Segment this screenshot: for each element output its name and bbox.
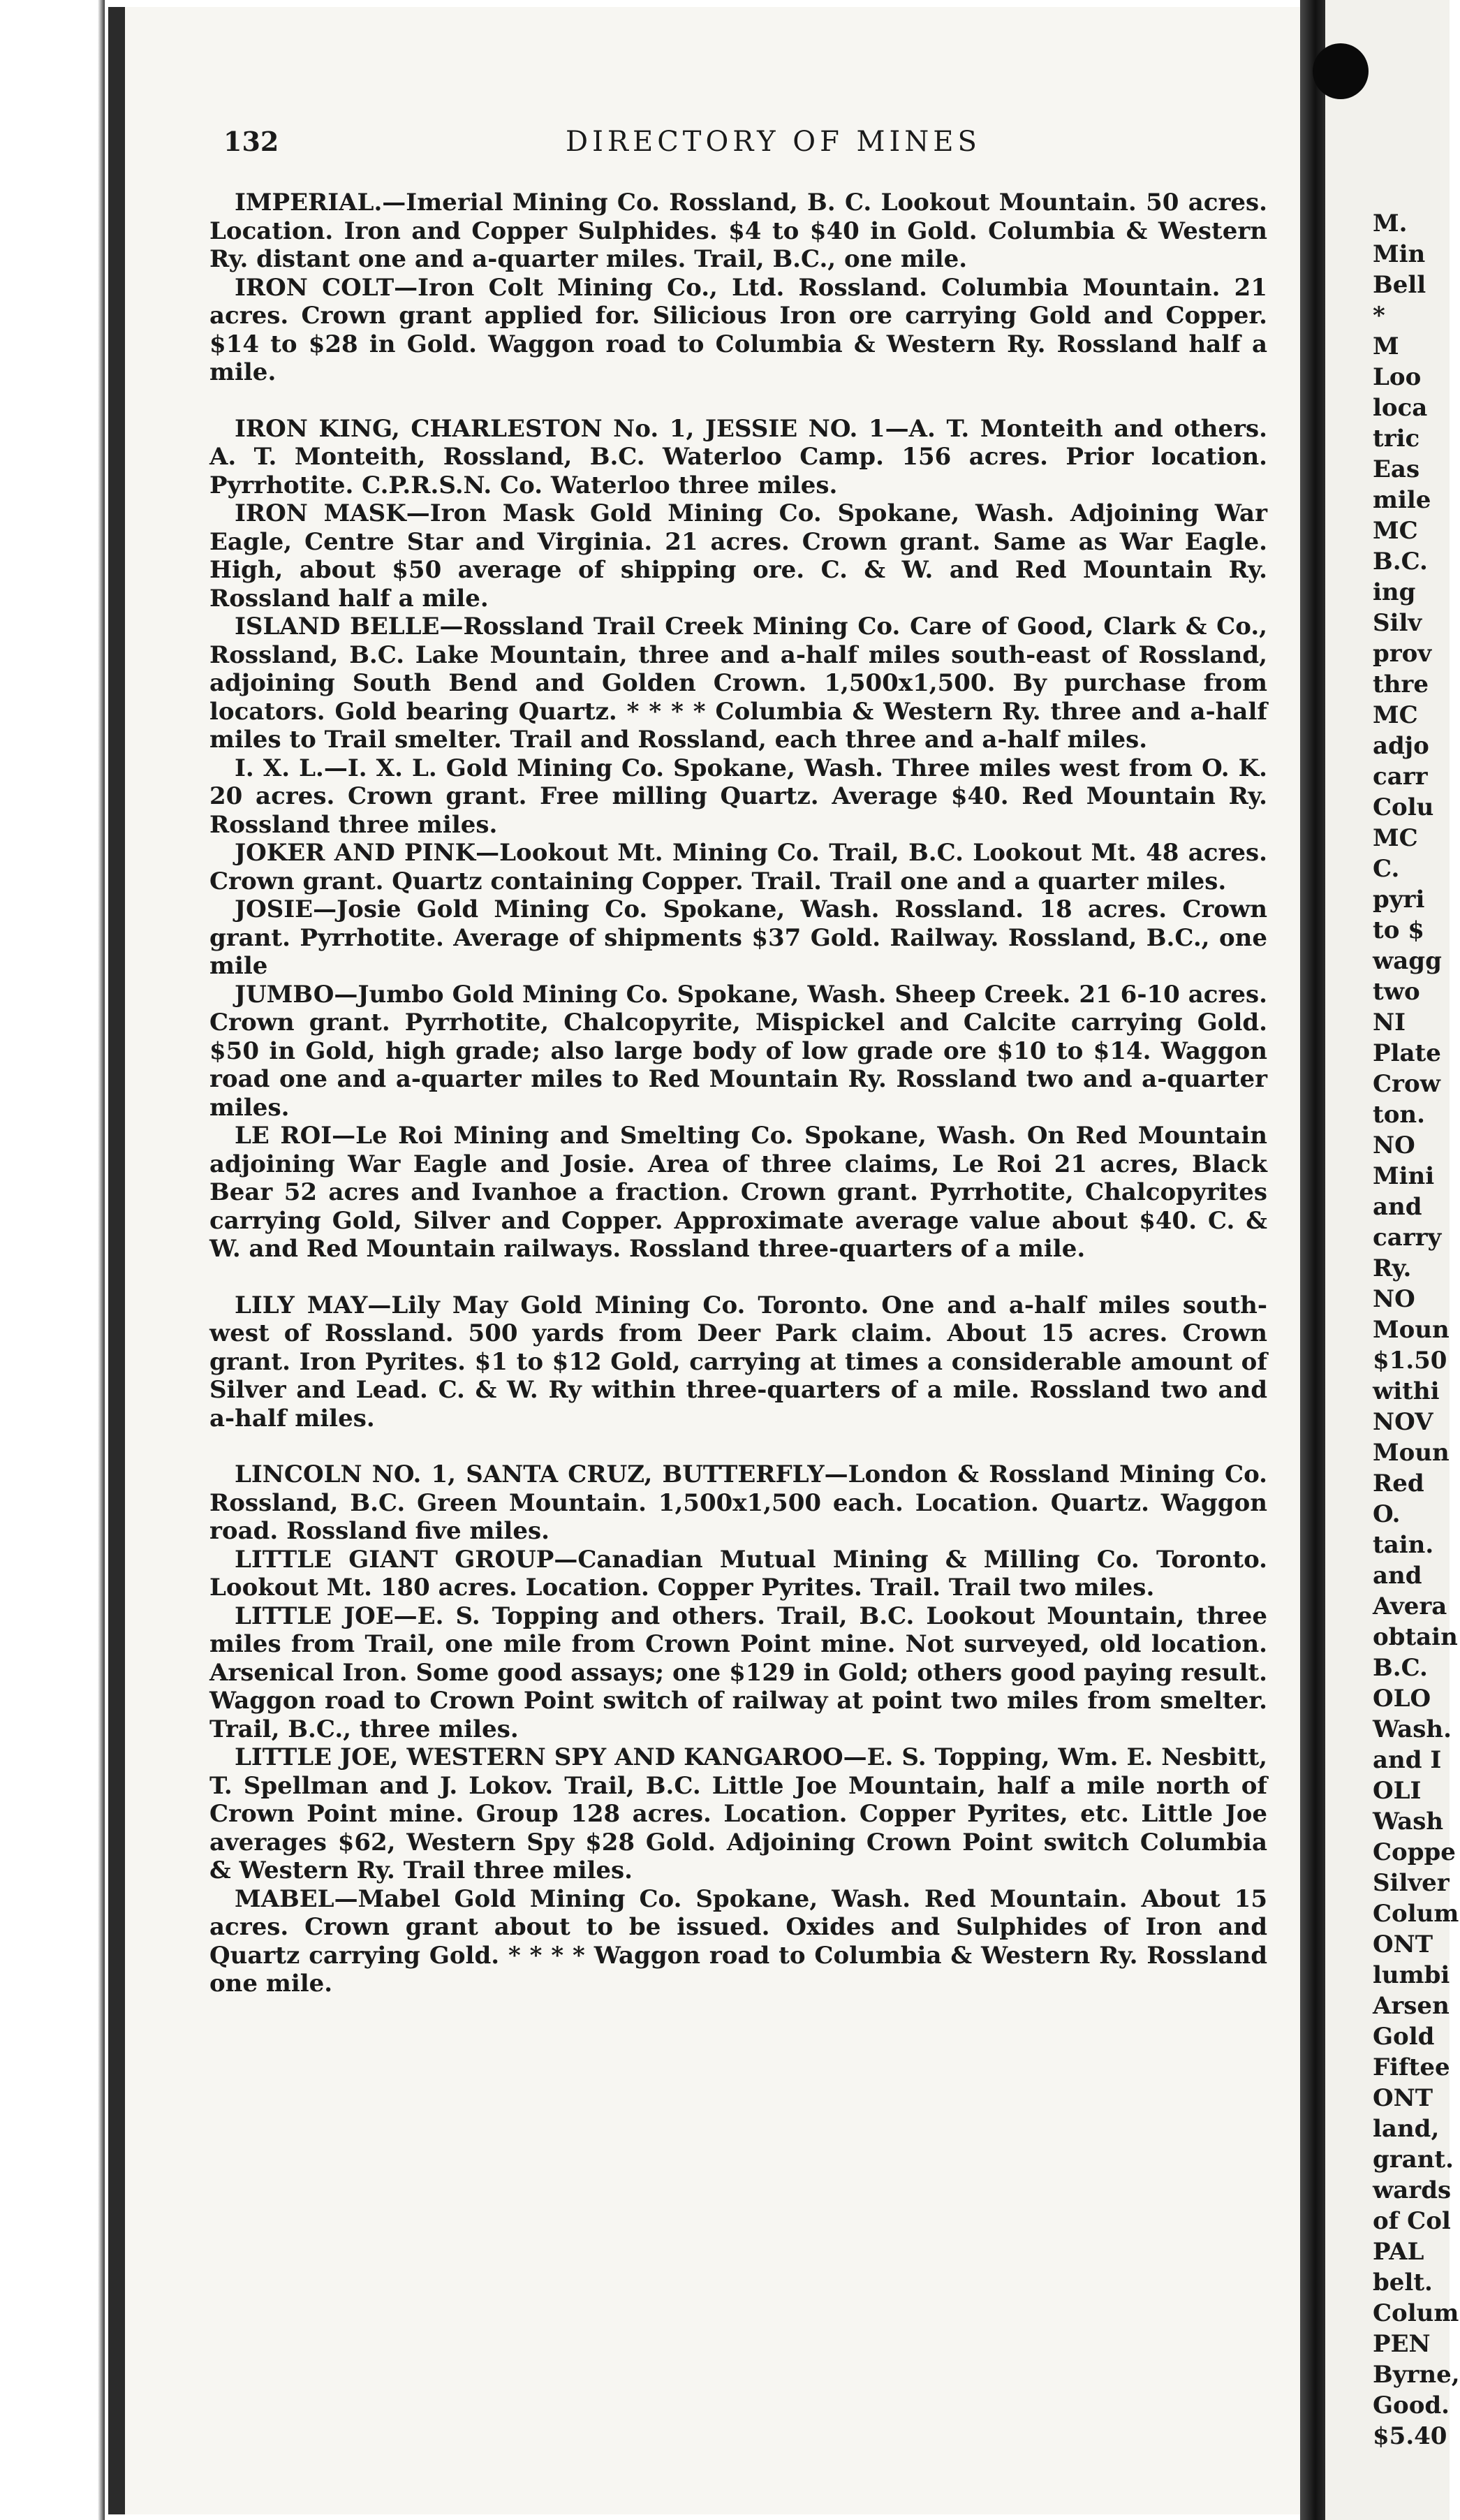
next-page-fragment: Min bbox=[1373, 240, 1426, 268]
next-page-fragment: Wash bbox=[1373, 1808, 1444, 1836]
next-page-fragment: and bbox=[1373, 1562, 1422, 1590]
running-title: DIRECTORY OF MINES bbox=[566, 126, 981, 158]
next-page-fragment: grant. bbox=[1373, 2146, 1454, 2174]
next-page-fragment: B.C. bbox=[1373, 548, 1428, 576]
next-page-fragment: Good. bbox=[1373, 2391, 1450, 2419]
next-page-fragment: Eas bbox=[1373, 455, 1420, 483]
mine-entry: I. X. L.—I. X. L. Gold Mining Co. Spokane, Wash. Three miles west from O. K. 20 acres. Crown grant. Free milling Quartz. Average $40. Red Mountain Ry. Rossland three miles. bbox=[209, 754, 1267, 839]
next-page-fragment: M. bbox=[1373, 210, 1408, 237]
mine-entry: ISLAND BELLE—Rossland Trail Creek Mining Co. Care of Good, Clark & Co., Rossland, B.C. Lake Mountain, three and a-half miles south-east of Rossland, adjoining South Bend and Golden Crown. 1,500x1,500. By purchase from locators. Gold bearing Quartz. * * * * Columbia & Western Ry. three and a-half miles to Trail smelter. Trail and Rossland, each three and a-half miles. bbox=[209, 613, 1267, 754]
next-page-fragment: pyri bbox=[1373, 886, 1425, 914]
next-page-fragment: loca bbox=[1373, 394, 1428, 422]
next-page-fragment: Silver bbox=[1373, 1869, 1450, 1897]
next-page-fragment: Crow bbox=[1373, 1070, 1440, 1098]
next-page-fragment: Silv bbox=[1373, 609, 1422, 637]
next-page-fragment: OLO bbox=[1373, 1685, 1431, 1713]
mine-entry: IRON MASK—Iron Mask Gold Mining Co. Spokane, Wash. Adjoining War Eagle, Centre Star and Virginia. 21 acres. Crown grant. Same as War Eagle. High, about $50 average of shipping ore. C. & W. and Red Mountain Ry. Rossland half a mile. bbox=[209, 499, 1267, 613]
mine-entry: JUMBO—Jumbo Gold Mining Co. Spokane, Wash. Sheep Creek. 21 6-10 acres. Crown grant. Pyrrhotite, Chalcopyrite, Mispickel and Calcite carrying Gold. $50 in Gold, high grade; also large body of low grade ore $10 to $14. Waggon road one and a-quarter miles to Red Mountain Ry. Rossland two and a-quarter miles. bbox=[209, 980, 1267, 1122]
directory-entries bbox=[209, 189, 1267, 1998]
next-page-fragment: Loo bbox=[1373, 363, 1422, 391]
next-page-fragment: MC bbox=[1373, 517, 1418, 545]
next-page-fragment: Avera bbox=[1373, 1592, 1447, 1620]
next-page-fragment: PEN bbox=[1373, 2330, 1431, 2358]
next-page-fragment: B.C. bbox=[1373, 1654, 1428, 1682]
mine-entry: LITTLE JOE, WESTERN SPY AND KANGAROO—E. S. Topping, Wm. E. Nesbitt, T. Spellman and J. Lokov. Trail, B.C. Little Joe Mountain, half a mile north of Crown Point mine. Group 128 acres. Location. Copper Pyrites, etc. Little Joe averages $62, Western Spy $28 Gold. Adjoining Crown Point switch Columbia & Western Ry. Trail three miles. bbox=[209, 1743, 1267, 1884]
next-page-fragment: Ry. bbox=[1373, 1254, 1412, 1282]
next-page-fragment: PAL bbox=[1373, 2238, 1424, 2266]
mine-entry: LITTLE JOE—E. S. Topping and others. Trail, B.C. Lookout Mountain, three miles from Trail, one mile from Crown Point mine. Not surveyed, old location. Arsenical Iron. Some good assays; one $129 in Gold; others good paying result. Waggon road to Crown Point switch of railway at point two miles from smelter. Trail, B.C., three miles. bbox=[209, 1602, 1267, 1743]
mine-entry: MABEL—Mabel Gold Mining Co. Spokane, Wash. Red Mountain. About 15 acres. Crown grant about to be issued. Oxides and Sulphides of Iron and Quartz carrying Gold. * * * * Waggon road to Columbia & Western Ry. Rossland one mile. bbox=[209, 1884, 1267, 1998]
book-gutter bbox=[1300, 0, 1325, 2520]
next-page-fragment: Colu bbox=[1373, 793, 1434, 821]
next-page-fragment: mile bbox=[1373, 486, 1431, 514]
next-page-fragment: wards bbox=[1373, 2176, 1452, 2204]
binding-hole bbox=[1313, 43, 1369, 99]
next-page-fragment: Colum bbox=[1373, 1900, 1459, 1928]
next-page-fragment: Mini bbox=[1373, 1162, 1435, 1190]
next-page-fragment: MC bbox=[1373, 824, 1418, 852]
next-page-fragment: Wash. bbox=[1373, 1715, 1452, 1743]
next-page-fragment: O. bbox=[1373, 1500, 1401, 1528]
next-page-fragment: $5.40 bbox=[1373, 2422, 1447, 2450]
next-page-fragment: lumbi bbox=[1373, 1961, 1450, 1989]
next-page-fragment: tain. bbox=[1373, 1531, 1434, 1559]
next-page-fragment: NOV bbox=[1373, 1408, 1433, 1436]
next-page-fragment: land, bbox=[1373, 2115, 1440, 2143]
next-page-fragment: OLI bbox=[1373, 1777, 1422, 1805]
mine-entry: JOSIE—Josie Gold Mining Co. Spokane, Wash. Rossland. 18 acres. Crown grant. Pyrrhotite. Average of shipments $37 Gold. Railway. Rossland, B.C., one mile bbox=[209, 895, 1267, 980]
next-page-fragment: two bbox=[1373, 978, 1420, 1006]
next-page-fragment: carry bbox=[1373, 1224, 1442, 1252]
next-page-fragment: $1.50 bbox=[1373, 1347, 1447, 1375]
next-page-fragment: Arsen bbox=[1373, 1992, 1450, 2020]
mine-entry: LITTLE GIANT GROUP—Canadian Mutual Mining & Milling Co. Toronto. Lookout Mt. 180 acres. Location. Copper Pyrites. Trail. Trail two miles. bbox=[209, 1545, 1267, 1602]
next-page-fragment: * bbox=[1373, 302, 1385, 330]
next-page-fragment: Byrne, bbox=[1373, 2361, 1460, 2389]
next-page-fragment: of Col bbox=[1373, 2207, 1451, 2235]
next-page-fragment: Plate bbox=[1373, 1039, 1441, 1067]
mine-entry: IRON COLT—Iron Colt Mining Co., Ltd. Rossland. Columbia Mountain. 21 acres. Crown grant applied for. Silicious Iron ore carrying Gold and Copper. $14 to $28 in Gold. Waggon road to Columbia & Western Ry. Rossland half a mile. bbox=[209, 273, 1267, 386]
next-page-fragment: NO bbox=[1373, 1131, 1415, 1159]
next-page-fragment: ton. bbox=[1373, 1101, 1425, 1129]
next-page-fragment: and bbox=[1373, 1193, 1422, 1221]
next-page-fragment: Gold bbox=[1373, 2023, 1435, 2051]
next-page-fragment: NO bbox=[1373, 1285, 1415, 1313]
next-page-fragment: tric bbox=[1373, 425, 1420, 453]
next-page-fragment: Bell bbox=[1373, 271, 1426, 299]
mine-entry: LILY MAY—Lily May Gold Mining Co. Toronto. One and a-half miles south-west of Rossland. 500 yards from Deer Park claim. About 15 acres. Crown grant. Iron Pyrites. $1 to $12 Gold, carrying at times a considerable amount of Silver and Lead. C. & W. Ry within three-quarters of a mile. Rossland two and a-half miles. bbox=[209, 1291, 1267, 1433]
next-page-fragment: ONT bbox=[1373, 1931, 1433, 1958]
next-page-fragment: Colum bbox=[1373, 2299, 1459, 2327]
next-page-fragment: Fiftee bbox=[1373, 2053, 1450, 2081]
next-page-fragment: NI bbox=[1373, 1009, 1406, 1036]
page-header bbox=[223, 126, 1271, 168]
next-page-fragment: Red bbox=[1373, 1470, 1424, 1497]
next-page-fragment: carr bbox=[1373, 763, 1428, 791]
next-page-fragment: M bbox=[1373, 332, 1399, 360]
next-page-fragment: Moun bbox=[1373, 1439, 1450, 1467]
next-page-fragment: MC bbox=[1373, 701, 1418, 729]
mine-entry: IRON KING, CHARLESTON No. 1, JESSIE NO. 1—A. T. Monteith and others. A. T. Monteith, Rossland, B.C. Waterloo Camp. 156 acres. Prior location. Pyrrhotite. C.P.R.S.N. Co. Waterloo three miles. bbox=[209, 414, 1267, 499]
mine-entry: LE ROI—Le Roi Mining and Smelting Co. Spokane, Wash. On Red Mountain adjoining War Eagle and Josie. Area of three claims, Le Roi 21 acres, Black Bear 52 acres and Ivanhoe a fraction. Crown grant. Pyrrhotite, Chalcopyrites carrying Gold, Silver and Copper. Approximate average value about $40. C. & W. and Red Mountain railways. Rossland three-quarters of a mile. bbox=[209, 1122, 1267, 1263]
next-page-fragment: ONT bbox=[1373, 2084, 1433, 2112]
mine-entry: LINCOLN NO. 1, SANTA CRUZ, BUTTERFLY—London & Rossland Mining Co. Rossland, B.C. Green Mountain. 1,500x1,500 each. Location. Quartz. Waggon road. Rossland five miles. bbox=[209, 1460, 1267, 1545]
next-page-fragment: obtain bbox=[1373, 1623, 1458, 1651]
next-page-fragment: withi bbox=[1373, 1377, 1440, 1405]
next-page-fragment: Coppe bbox=[1373, 1838, 1456, 1866]
next-page-fragment: adjo bbox=[1373, 732, 1429, 760]
next-page-fragment: C. bbox=[1373, 855, 1400, 883]
next-page-fragment: belt. bbox=[1373, 2269, 1433, 2296]
next-page-fragment: thre bbox=[1373, 671, 1429, 698]
next-page-fragment: wagg bbox=[1373, 947, 1442, 975]
next-page-fragment: to $ bbox=[1373, 916, 1424, 944]
next-page-fragment: ing bbox=[1373, 578, 1416, 606]
scan-border bbox=[0, 0, 105, 2520]
mine-entry: JOKER AND PINK—Lookout Mt. Mining Co. Trail, B.C. Lookout Mt. 48 acres. Crown grant. Quartz containing Copper. Trail. Trail one and a quarter miles. bbox=[209, 839, 1267, 895]
next-page-fragment: and I bbox=[1373, 1746, 1442, 1774]
page-number: 132 bbox=[223, 126, 279, 157]
next-page-fragment: Moun bbox=[1373, 1316, 1450, 1344]
mine-entry: IMPERIAL.—Imerial Mining Co. Rossland, B. C. Lookout Mountain. 50 acres. Location. Iron and Copper Sulphides. $4 to $40 in Gold. Columbia & Western Ry. distant one and a-quarter miles. Trail, B.C., one mile. bbox=[209, 189, 1267, 273]
next-page-fragment: prov bbox=[1373, 640, 1432, 668]
